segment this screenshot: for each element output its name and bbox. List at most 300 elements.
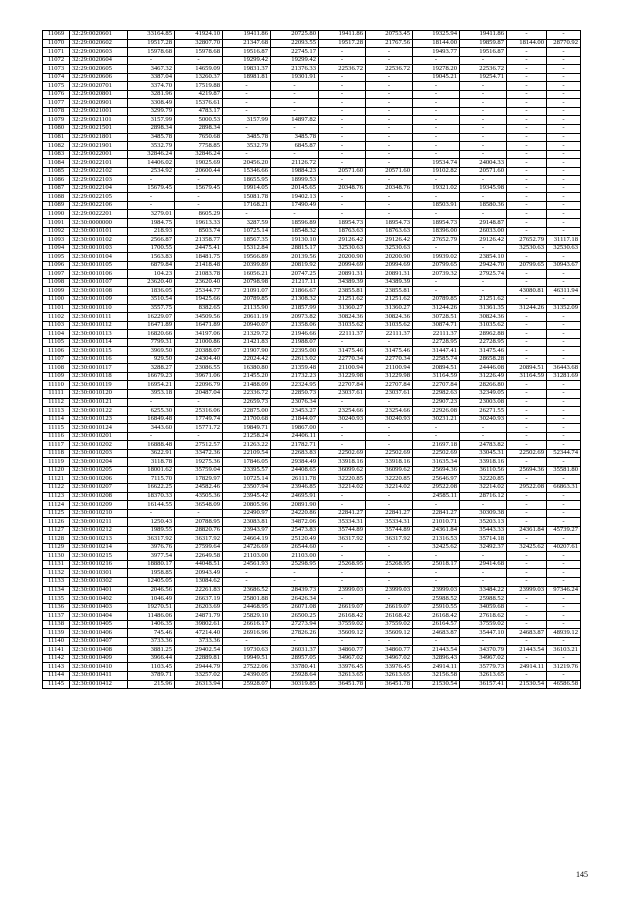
value-cell: 8503.74 xyxy=(175,227,223,236)
value-cell: 36317.92 xyxy=(319,535,366,544)
value-cell: 29522.08 xyxy=(507,483,547,492)
value-cell: 22336.72 xyxy=(223,389,271,398)
value-cell: 27522.06 xyxy=(223,663,271,672)
value-cell: - xyxy=(547,501,581,510)
value-cell: - xyxy=(547,99,581,108)
value-cell: - xyxy=(413,424,460,433)
value-cell: 23999.03 xyxy=(413,586,460,595)
value-cell: 20145.65 xyxy=(271,184,319,193)
value-cell: 3969.50 xyxy=(128,347,175,356)
value-cell: - xyxy=(547,107,581,116)
value-cell: 37559.02 xyxy=(366,620,413,629)
value-cell: 21530.54 xyxy=(507,680,547,689)
table-row xyxy=(43,99,581,108)
table-row xyxy=(43,526,581,535)
value-cell: 21103.00 xyxy=(223,552,271,561)
value-cell: - xyxy=(547,672,581,681)
table-row xyxy=(43,364,581,373)
value-cell: 21251.62 xyxy=(366,295,413,304)
value-cell: 20891.90 xyxy=(271,501,319,510)
value-cell: 34860.77 xyxy=(366,646,413,655)
value-cell: 20200.90 xyxy=(319,253,366,262)
value-cell: 22111.37 xyxy=(366,330,413,339)
table-row xyxy=(43,253,581,262)
value-cell: 27652.79 xyxy=(507,236,547,245)
cadastral-code-cell: 32:30:0010122 xyxy=(70,407,128,416)
row-number-cell: 11093 xyxy=(43,236,70,245)
value-cell: - xyxy=(507,355,547,364)
value-cell: 21907.90 xyxy=(223,347,271,356)
value-cell: 22889.81 xyxy=(175,654,223,663)
row-number-cell: 11078 xyxy=(43,107,70,116)
value-cell: 19402.13 xyxy=(271,193,319,202)
row-number-cell: 11088 xyxy=(43,193,70,202)
value-cell: 27599.64 xyxy=(175,543,223,552)
value-cell: - xyxy=(547,637,581,646)
value-cell: - xyxy=(128,201,175,210)
value-cell: - xyxy=(507,210,547,219)
value-cell: 21421.83 xyxy=(223,338,271,347)
value-cell: 23037.61 xyxy=(319,389,366,398)
value-cell: 22745.17 xyxy=(271,48,319,57)
value-cell: 22490.97 xyxy=(223,509,271,518)
cadastral-code-cell: 32:30:0010301 xyxy=(70,569,128,578)
value-cell: 28266.80 xyxy=(460,381,507,390)
value-cell: 20571.60 xyxy=(319,167,366,176)
value-cell: 39802.61 xyxy=(175,620,223,629)
value-cell: 21443.54 xyxy=(507,646,547,655)
value-cell: 15312.84 xyxy=(223,244,271,253)
value-cell: - xyxy=(507,475,547,484)
value-cell: - xyxy=(366,578,413,587)
value-cell: 3387.04 xyxy=(128,73,175,82)
value-cell: 26168.42 xyxy=(366,612,413,621)
value-cell: 37559.02 xyxy=(460,620,507,629)
value-cell: - xyxy=(507,176,547,185)
value-cell: 17829.97 xyxy=(175,475,223,484)
value-cell: 21488.09 xyxy=(223,381,271,390)
value-cell: - xyxy=(507,347,547,356)
value-cell: - xyxy=(175,56,223,65)
cadastral-code-cell: 32:29:0020701 xyxy=(70,82,128,91)
cadastral-code-cell: 32:30:0010205 xyxy=(70,466,128,475)
value-cell: - xyxy=(460,210,507,219)
cadastral-code-cell: 32:30:0010212 xyxy=(70,526,128,535)
value-cell: - xyxy=(547,612,581,621)
table-row xyxy=(43,347,581,356)
value-cell: 18981.81 xyxy=(223,73,271,82)
value-cell: - xyxy=(366,543,413,552)
value-cell: 2898.34 xyxy=(175,125,223,134)
value-cell: 1563.83 xyxy=(128,253,175,262)
table-row xyxy=(43,287,581,296)
cadastral-code-cell: 32:29:0020901 xyxy=(70,99,128,108)
value-cell: 22502.69 xyxy=(366,449,413,458)
row-number-cell: 11105 xyxy=(43,338,70,347)
row-number-cell: 11090 xyxy=(43,210,70,219)
value-cell: 3733.36 xyxy=(128,637,175,646)
table-row xyxy=(43,321,581,330)
value-cell: - xyxy=(547,278,581,287)
value-cell: 1103.45 xyxy=(128,663,175,672)
table-row xyxy=(43,509,581,518)
value-cell: 26203.69 xyxy=(175,603,223,612)
value-cell: 16849.48 xyxy=(128,415,175,424)
value-cell: 19299.42 xyxy=(223,56,271,65)
value-cell: 5000.53 xyxy=(175,116,223,125)
value-cell: 17519.88 xyxy=(175,82,223,91)
value-cell: 21455.20 xyxy=(223,372,271,381)
value-cell: 20894.51 xyxy=(413,364,460,373)
value-cell: 24304.40 xyxy=(175,355,223,364)
value-cell: - xyxy=(547,475,581,484)
value-cell: - xyxy=(460,193,507,202)
value-cell: - xyxy=(366,552,413,561)
value-cell: 25801.88 xyxy=(223,595,271,604)
value-cell: 17168.21 xyxy=(223,201,271,210)
value-cell: - xyxy=(547,432,581,441)
value-cell: 31164.59 xyxy=(507,372,547,381)
value-cell: 19493.77 xyxy=(413,48,460,57)
value-cell: 22707.84 xyxy=(366,381,413,390)
value-cell: 35609.12 xyxy=(366,629,413,638)
value-cell: 21251.62 xyxy=(460,295,507,304)
value-cell: 25928.64 xyxy=(271,672,319,681)
value-cell: - xyxy=(507,518,547,527)
value-cell: 26619.07 xyxy=(319,603,366,612)
value-cell: 6255.30 xyxy=(128,407,175,416)
row-number-cell: 11086 xyxy=(43,176,70,185)
value-cell: 8382.65 xyxy=(175,304,223,313)
value-cell: 2566.87 xyxy=(128,236,175,245)
value-cell: 20798.98 xyxy=(223,278,271,287)
value-cell: - xyxy=(413,432,460,441)
value-cell: 19517.28 xyxy=(128,39,175,48)
value-cell: - xyxy=(547,210,581,219)
cadastral-code-cell: 32:30:0010207 xyxy=(70,483,128,492)
table-row xyxy=(43,586,581,595)
cadastral-code-cell: 32:30:0010106 xyxy=(70,270,128,279)
cadastral-code-cell: 32:29:0022001 xyxy=(70,150,128,159)
value-cell: - xyxy=(547,407,581,416)
value-cell: - xyxy=(460,176,507,185)
value-cell: 33976.45 xyxy=(366,663,413,672)
value-cell: 22841.27 xyxy=(319,509,366,518)
value-cell: 30240.93 xyxy=(460,415,507,424)
table-row xyxy=(43,672,581,681)
value-cell: 20973.82 xyxy=(271,313,319,322)
value-cell: 31281.69 xyxy=(547,372,581,381)
value-cell: - xyxy=(413,637,460,646)
cadastral-code-cell: 32:30:0010101 xyxy=(70,227,128,236)
value-cell: 3443.60 xyxy=(128,424,175,433)
value-cell: - xyxy=(128,56,175,65)
row-number-cell: 11136 xyxy=(43,603,70,612)
value-cell: 18954.73 xyxy=(319,219,366,228)
value-cell: 52344.74 xyxy=(547,449,581,458)
table-row xyxy=(43,31,581,40)
row-number-cell: 11092 xyxy=(43,227,70,236)
value-cell: - xyxy=(547,270,581,279)
value-cell: 24664.19 xyxy=(223,535,271,544)
value-cell: 19025.69 xyxy=(175,159,223,168)
value-cell: - xyxy=(366,637,413,646)
value-cell: 22875.00 xyxy=(223,407,271,416)
value-cell: 36099.62 xyxy=(366,466,413,475)
value-cell: 19867.00 xyxy=(271,424,319,433)
row-number-cell: 11112 xyxy=(43,398,70,407)
value-cell: 43080.81 xyxy=(507,287,547,296)
value-cell: - xyxy=(319,116,366,125)
value-cell: 19859.87 xyxy=(460,39,507,48)
table-row xyxy=(43,278,581,287)
value-cell: 36548.09 xyxy=(175,501,223,510)
value-cell: 31164.59 xyxy=(413,372,460,381)
value-cell: - xyxy=(547,193,581,202)
value-cell: 48939.12 xyxy=(547,629,581,638)
table-row xyxy=(43,244,581,253)
value-cell: 18655.95 xyxy=(223,176,271,185)
value-cell: 22649.58 xyxy=(175,552,223,561)
value-cell: - xyxy=(319,176,366,185)
value-cell: 22728.95 xyxy=(460,338,507,347)
value-cell: 30874.71 xyxy=(413,321,460,330)
value-cell: - xyxy=(319,56,366,65)
value-cell: 26500.25 xyxy=(271,612,319,621)
value-cell: 35759.04 xyxy=(175,466,223,475)
value-cell: - xyxy=(547,295,581,304)
value-cell: - xyxy=(547,150,581,159)
value-cell: - xyxy=(547,321,581,330)
value-cell: 36110.56 xyxy=(460,466,507,475)
value-cell: 24004.33 xyxy=(460,159,507,168)
value-cell: - xyxy=(366,338,413,347)
value-cell: 10725.14 xyxy=(223,227,271,236)
value-cell: 15679.45 xyxy=(128,184,175,193)
value-cell: - xyxy=(507,338,547,347)
value-cell: 30824.36 xyxy=(366,313,413,322)
value-cell: - xyxy=(319,107,366,116)
cadastral-code-cell: 32:30:0010103 xyxy=(70,244,128,253)
value-cell: - xyxy=(413,150,460,159)
value-cell: 21135.90 xyxy=(223,304,271,313)
value-cell: 32214.02 xyxy=(366,483,413,492)
row-number-cell: 11124 xyxy=(43,501,70,510)
row-number-cell: 11122 xyxy=(43,483,70,492)
value-cell: 20200.90 xyxy=(366,253,413,262)
value-cell: - xyxy=(271,125,319,134)
value-cell: - xyxy=(413,142,460,151)
value-cell: - xyxy=(507,595,547,604)
value-cell: 33780.41 xyxy=(271,663,319,672)
value-cell: 18596.89 xyxy=(271,219,319,228)
value-cell: 23507.94 xyxy=(223,483,271,492)
data-table xyxy=(42,30,581,689)
cadastral-code-cell: 32:30:0010104 xyxy=(70,253,128,262)
value-cell: 26168.42 xyxy=(319,612,366,621)
value-cell: - xyxy=(223,82,271,91)
cadastral-code-cell: 32:30:0010406 xyxy=(70,629,128,638)
value-cell: 32613.65 xyxy=(460,672,507,681)
value-cell: 35714.18 xyxy=(460,535,507,544)
value-cell: 3308.49 xyxy=(128,99,175,108)
value-cell: 1700.55 xyxy=(128,244,175,253)
value-cell: - xyxy=(547,90,581,99)
table-row xyxy=(43,184,581,193)
value-cell: - xyxy=(507,107,547,116)
value-cell: 32530.63 xyxy=(547,244,581,253)
value-cell: - xyxy=(507,99,547,108)
cadastral-code-cell: 32:29:0020801 xyxy=(70,90,128,99)
value-cell: 34967.02 xyxy=(460,654,507,663)
table-row xyxy=(43,432,581,441)
value-cell: - xyxy=(507,415,547,424)
table-row xyxy=(43,236,581,245)
value-cell: 19130.10 xyxy=(271,236,319,245)
value-cell: 21767.56 xyxy=(366,39,413,48)
table-row xyxy=(43,389,581,398)
value-cell: - xyxy=(507,389,547,398)
value-cell: - xyxy=(547,313,581,322)
value-cell: 20819.92 xyxy=(271,261,319,270)
value-cell: 21844.07 xyxy=(271,415,319,424)
value-cell: 22111.37 xyxy=(319,330,366,339)
value-cell: 24220.86 xyxy=(271,509,319,518)
value-cell: 2046.56 xyxy=(128,586,175,595)
value-cell: 22659.73 xyxy=(223,398,271,407)
cadastral-code-cell: 32:29:0020606 xyxy=(70,73,128,82)
value-cell: 19301.91 xyxy=(271,73,319,82)
value-cell: 20789.85 xyxy=(223,295,271,304)
value-cell: 31635.34 xyxy=(413,458,460,467)
value-cell: 19411.86 xyxy=(223,31,271,40)
table-row xyxy=(43,65,581,74)
cadastral-code-cell: 32:30:0010116 xyxy=(70,355,128,364)
value-cell: 3157.99 xyxy=(128,116,175,125)
value-cell: 33045.31 xyxy=(460,449,507,458)
value-cell: 23086.55 xyxy=(175,364,223,373)
row-number-cell: 11104 xyxy=(43,330,70,339)
value-cell: 3622.91 xyxy=(128,449,175,458)
value-cell: - xyxy=(223,637,271,646)
value-cell: 33918.16 xyxy=(366,458,413,467)
value-cell: 20399.89 xyxy=(223,261,271,270)
value-cell: 21376.33 xyxy=(271,65,319,74)
value-cell: 24361.84 xyxy=(507,526,547,535)
value-cell: 23395.57 xyxy=(223,466,271,475)
row-number-cell: 11120 xyxy=(43,466,70,475)
value-cell: - xyxy=(319,398,366,407)
value-cell: 3118.78 xyxy=(128,458,175,467)
value-cell: 22536.72 xyxy=(366,65,413,74)
value-cell: - xyxy=(366,48,413,57)
value-cell: 25910.55 xyxy=(413,603,460,612)
value-cell: - xyxy=(175,509,223,518)
value-cell: 22728.95 xyxy=(413,338,460,347)
value-cell: 27273.94 xyxy=(271,620,319,629)
value-cell: - xyxy=(319,492,366,501)
row-number-cell: 11134 xyxy=(43,586,70,595)
value-cell: - xyxy=(271,578,319,587)
row-number-cell: 11107 xyxy=(43,355,70,364)
value-cell: 21258.24 xyxy=(223,432,271,441)
row-number-cell: 11082 xyxy=(43,142,70,151)
value-cell: 34967.02 xyxy=(319,654,366,663)
value-cell: 18954.73 xyxy=(366,219,413,228)
value-cell: 26313.94 xyxy=(175,680,223,689)
value-cell: - xyxy=(547,227,581,236)
value-cell: 10725.14 xyxy=(223,475,271,484)
value-cell: - xyxy=(547,518,581,527)
value-cell: 20894.51 xyxy=(507,364,547,373)
table-row xyxy=(43,475,581,484)
row-number-cell: 11126 xyxy=(43,518,70,527)
table-row xyxy=(43,295,581,304)
row-number-cell: 11141 xyxy=(43,646,70,655)
cadastral-code-cell: 32:30:0010405 xyxy=(70,620,128,629)
value-cell: 31229.98 xyxy=(366,372,413,381)
value-cell: 20891.31 xyxy=(319,270,366,279)
value-cell: - xyxy=(547,176,581,185)
value-cell: 36451.78 xyxy=(319,680,366,689)
value-cell: 18548.32 xyxy=(271,227,319,236)
table-row xyxy=(43,150,581,159)
value-cell: 47214.40 xyxy=(175,629,223,638)
value-cell: - xyxy=(413,90,460,99)
table-row xyxy=(43,82,581,91)
value-cell: 34059.68 xyxy=(460,603,507,612)
value-cell: 19516.87 xyxy=(223,48,271,57)
table-row xyxy=(43,219,581,228)
cadastral-code-cell: 32:30:0010206 xyxy=(70,475,128,484)
value-cell: - xyxy=(460,578,507,587)
value-cell: - xyxy=(319,82,366,91)
value-cell: 19517.28 xyxy=(319,39,366,48)
value-cell: - xyxy=(223,125,271,134)
value-cell: 20805.96 xyxy=(223,501,271,510)
value-cell: - xyxy=(507,159,547,168)
value-cell: 21866.67 xyxy=(271,287,319,296)
value-cell: 24475.41 xyxy=(175,244,223,253)
value-cell: 12405.05 xyxy=(128,578,175,587)
value-cell: - xyxy=(507,612,547,621)
row-number-cell: 11143 xyxy=(43,663,70,672)
table-row xyxy=(43,595,581,604)
value-cell: - xyxy=(366,90,413,99)
table-row xyxy=(43,415,581,424)
value-cell: 30231.21 xyxy=(413,415,460,424)
table-row xyxy=(43,535,581,544)
cadastral-code-cell: 32:30:0010407 xyxy=(70,637,128,646)
value-cell: 24871.79 xyxy=(175,612,223,621)
value-cell: 23620.40 xyxy=(175,278,223,287)
value-cell: 32492.37 xyxy=(460,543,507,552)
value-cell: 18001.62 xyxy=(128,466,175,475)
cadastral-code-cell: 32:30:0010112 xyxy=(70,321,128,330)
value-cell: - xyxy=(507,73,547,82)
value-cell: - xyxy=(547,603,581,612)
value-cell: - xyxy=(366,501,413,510)
value-cell: - xyxy=(547,338,581,347)
table-row xyxy=(43,39,581,48)
value-cell: 3485.78 xyxy=(128,133,175,142)
value-cell: 19278.20 xyxy=(413,65,460,74)
value-cell: 3467.32 xyxy=(128,65,175,74)
value-cell: 22585.74 xyxy=(413,355,460,364)
value-cell: - xyxy=(319,501,366,510)
value-cell: - xyxy=(413,193,460,202)
row-number-cell: 11101 xyxy=(43,304,70,313)
